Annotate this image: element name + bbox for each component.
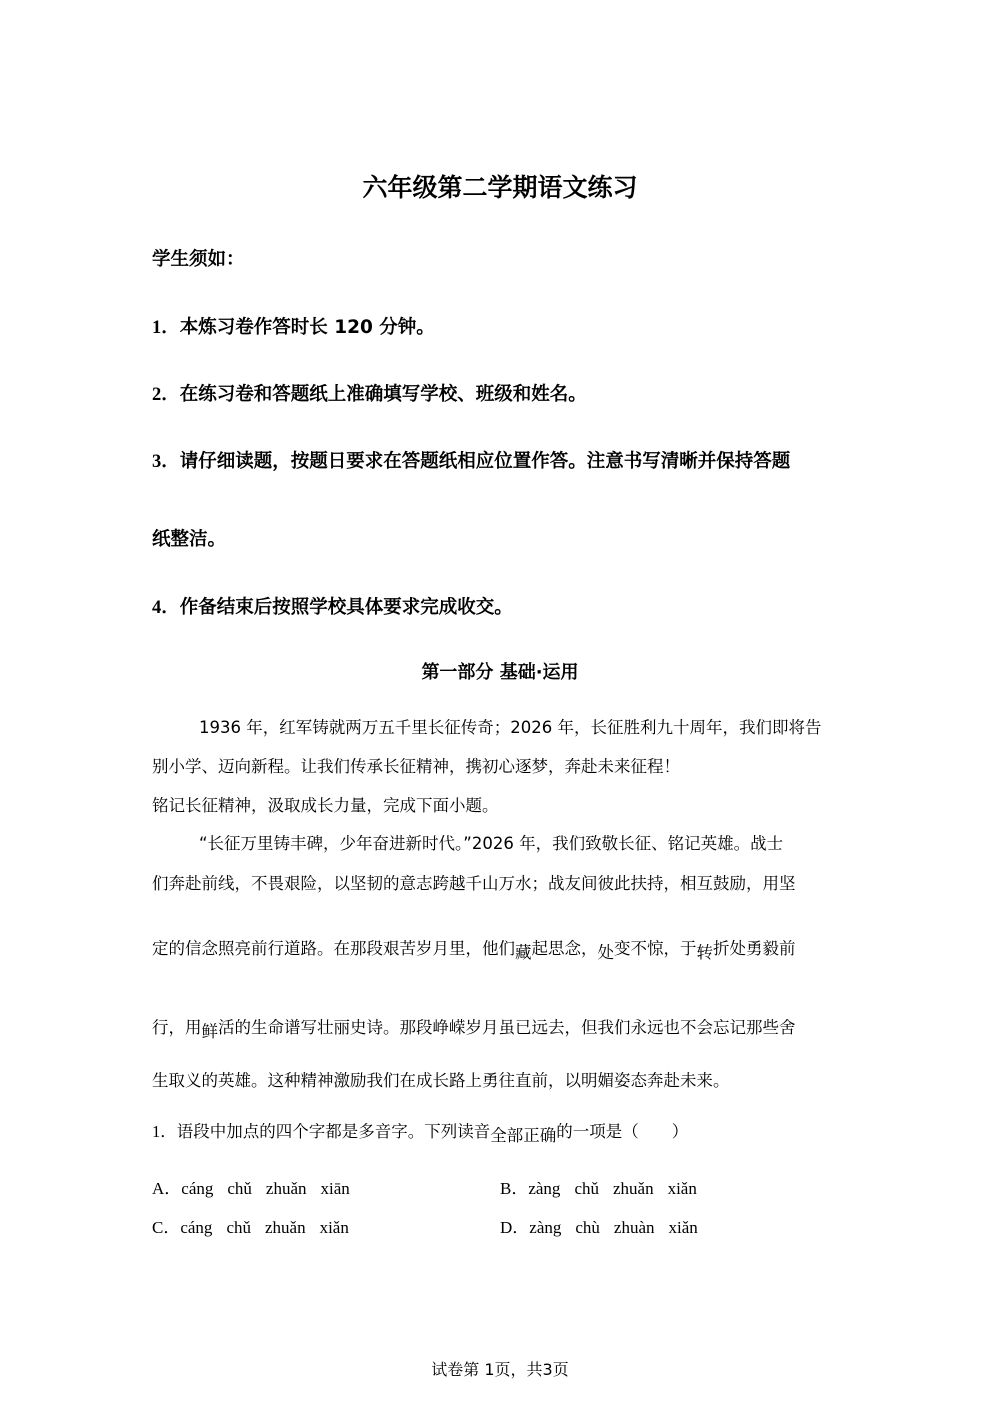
passage-line-3 xyxy=(152,935,796,962)
dotted-char-xian: 鲜 xyxy=(201,1022,218,1041)
passage-line-2: 们奔赴前线，不畏艰险，以坚韧的意志跨越千山万水；战友间彼此扶持，相互鼓励，用坚 xyxy=(152,874,796,893)
notice-item-text: 作备结束后按照学校具体要求完成收交。 xyxy=(179,597,513,618)
dotted-char-zhuan: 转 xyxy=(696,943,713,962)
option-label: B． xyxy=(500,1179,529,1198)
question-text: 的一项是（ ） xyxy=(556,1122,689,1141)
dotted-char-chu: 处 xyxy=(597,943,614,962)
option-b[interactable] xyxy=(500,1174,711,1199)
notice-item-text: 在练习卷和答题纸上准确填写学校、班级和姓名。 xyxy=(179,384,587,405)
passage-text: 起思念， xyxy=(531,939,598,958)
pinyin: zàng xyxy=(528,1179,561,1198)
pinyin: xiān xyxy=(320,1179,350,1198)
question-number: 1． xyxy=(152,1122,177,1141)
page-footer: 试卷第 1页，共3页 xyxy=(431,1360,569,1379)
pinyin: xiǎn xyxy=(668,1218,698,1237)
notice-item-number: 4． xyxy=(152,598,180,618)
intro-line-1: 1936 年，红军铸就两万五千里长征传奇；2026 年，长征胜利九十周年，我们即将告 xyxy=(199,718,822,737)
passage-text: 折处勇毅前 xyxy=(713,939,796,958)
question-1 xyxy=(152,1118,689,1145)
pinyin: xiǎn xyxy=(667,1179,697,1198)
notice-item-text: 请仔细读题，按题日要求在答题纸相应位置作答。注意书写清晰并保持答题 xyxy=(179,451,791,472)
pinyin: chǔ xyxy=(226,1218,251,1237)
pinyin: cáng xyxy=(180,1218,213,1237)
option-d[interactable] xyxy=(500,1213,712,1238)
passage-line-1: “长征万里铸丰碑，少年奋进新时代。”2026 年，我们致敬长征、铭记英雄。战士 xyxy=(199,834,784,853)
question-emphasis: 全部正确 xyxy=(490,1126,557,1145)
option-label: A． xyxy=(152,1179,182,1198)
notice-heading: 学生须如： xyxy=(152,249,245,270)
dotted-char-cang: 藏 xyxy=(515,943,532,962)
intro-line-3: 铭记长征精神，汲取成长力量，完成下面小题。 xyxy=(152,796,499,815)
notice-item-4 xyxy=(152,593,513,619)
option-c[interactable] xyxy=(152,1213,363,1238)
passage-line-4 xyxy=(152,1014,796,1041)
passage-text: 定的信念照亮前行道路。在那段艰苦岁月里，他们 xyxy=(152,939,515,958)
pinyin: zhuàn xyxy=(613,1218,655,1237)
notice-item-2 xyxy=(152,380,587,406)
pinyin: zhuǎn xyxy=(612,1179,654,1198)
option-label: D． xyxy=(500,1218,530,1237)
passage-line-5: 生取义的英雄。这种精神激励我们在成长路上勇往直前，以明媚姿态奔赴未来。 xyxy=(152,1071,730,1090)
notice-item-number: 1． xyxy=(152,318,180,338)
pinyin: zàng xyxy=(529,1218,562,1237)
notice-item-number: 2． xyxy=(152,385,180,405)
notice-item-text: 本炼习卷作答时长 120 分钟。 xyxy=(179,317,435,338)
notice-item-3 xyxy=(152,447,790,473)
notice-item-1 xyxy=(152,313,435,339)
passage-text: 行，用 xyxy=(152,1018,202,1037)
pinyin: chù xyxy=(575,1218,600,1237)
page-title: 六年级第二学期语文练习 xyxy=(362,173,638,202)
passage-text: 变不惊，于 xyxy=(614,939,697,958)
intro-line-2: 别小学、迈向新程。让我们传承长征精神，携初心逐梦，奔赴未来征程！ xyxy=(152,757,680,776)
question-text: 语段中加点的四个字都是多音字。下列读音 xyxy=(176,1122,491,1141)
option-a[interactable] xyxy=(152,1174,364,1199)
passage-text: 活的生命谱写壮丽史诗。那段峥嵘岁月虽已远去，但我们永远也不会忘记那些舍 xyxy=(218,1018,796,1037)
pinyin: xiǎn xyxy=(319,1218,349,1237)
pinyin: zhuǎn xyxy=(265,1179,307,1198)
section-title: 第一部分 基础·运用 xyxy=(421,662,579,683)
pinyin: chǔ xyxy=(574,1179,599,1198)
pinyin: cáng xyxy=(181,1179,214,1198)
option-label: C． xyxy=(152,1218,181,1237)
notice-item-3-continuation: 纸整洁。 xyxy=(152,529,227,550)
notice-item-number: 3． xyxy=(152,452,180,472)
pinyin: chǔ xyxy=(227,1179,252,1198)
pinyin: zhuǎn xyxy=(264,1218,306,1237)
